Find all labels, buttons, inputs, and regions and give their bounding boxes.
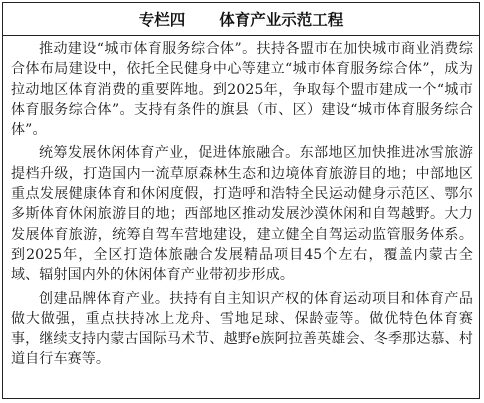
box-title: 体育产业示范工程: [219, 11, 344, 29]
box-content: [11, 39, 473, 373]
paragraph-city-sports-complex: 推动建设“城市体育服务综合体”。扶持各盟市在加快城市商业消费综合体布局建设中，依托全民健身中心等建立“城市体育服务综合体”，成为拉动地区体育消费的重要阵地。到2025年，争取每个盟市建成一个“城市体育服务综合体”。支持有条件的旗县（市、区）建设“城市体育服务综合体”。: [11, 41, 473, 139]
box-label: 专栏四: [138, 11, 186, 29]
box-header: [3, 3, 479, 36]
paragraph-leisure-sports: 统筹发展休闲体育产业，促进体旅融合。东部地区加快推进冰雪旅游提档升级，打造国内一流草原森林生态和边境体育旅游目的地；中部地区重点发展健康体育和休闲度假，打造呼和浩特全民运动健身示范区、鄂尔多斯体育休闲旅游目的地；西部地区推动发展沙漠休闲和自驾越野。大力发展体育旅游，统筹自驾车营地建设，建立健全自驾运动监管服务体系。到2025年，全区打造体旅融合发展精品项目45个左右，覆盖内蒙古全域、辐射国内外的休闲体育产业带初步形成。: [11, 145, 473, 284]
feature-box: [2, 2, 480, 399]
paragraph-brand-sports: 创建品牌体育产业。扶持有自主知识产权的体育运动项目和体育产品做大做强，重点扶持冰上龙舟、雪地足球、保龄壶等。做优特色体育赛事，继续支持内蒙古国际马术节、越野e族阿拉善英雄会、冬季那达慕、村道自行车赛等。: [11, 290, 473, 368]
